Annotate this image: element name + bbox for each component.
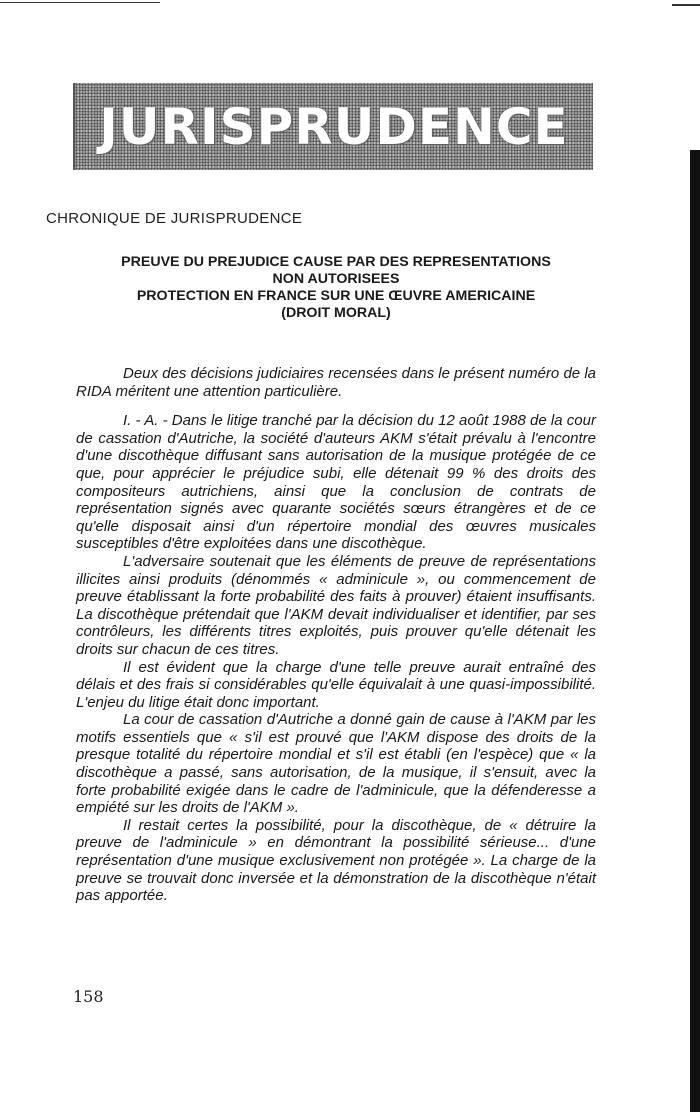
body-paragraph: Il est évident que la charge d'une telle preuve aurait entraîné des délais et des frais si considérables qu'elle équivalait à une quasi-impossibilité. L'enjeu du litige était donc important. [76, 658, 596, 711]
page-edge-shadow [690, 150, 700, 1112]
article-body [76, 365, 596, 905]
body-paragraph: I. - A. - Dans le litige tranché par la décision du 12 août 1988 de la cour de cassation d'Autriche, la société d'auteurs AKM s'était prévalu à l'encontre d'une discothèque diffusant sans autorisation de la musique protégée de ce que, pour apprécier le préjudice subi, elle détenait 99 % des droits des compositeurs autrichiens, ainsi que la conclusion de contrats de représentation signés avec quarante sociétés sœurs étrangères et de ce qu'elle disposait ainsi d'un répertoire mondial des œuvres musicales susceptibles d'être exploitées dans une discothèque. [76, 412, 596, 553]
top-right-rule [672, 4, 700, 6]
body-paragraph: La cour de cassation d'Autriche a donné gain de cause à l'AKM par les motifs essentiels que « s'il est prouvé que l'AKM dispose des droits de la presque totalité du répertoire mondial et s'il est établi (en l'espèce) que « la discothèque a passé, sans autorisation, de la musique, il s'ensuit, avec la forte probabilité exigée dans le cadre de l'adminicule, que la défenderesse a empiété sur les droits de l'AKM ». [76, 711, 596, 817]
page-number: 158 [73, 987, 104, 1006]
body-paragraph: Deux des décisions judiciaires recensées dans le présent numéro de la RIDA méritent une attention particulière. [76, 365, 596, 400]
body-paragraph: L'adversaire soutenait que les éléments de preuve de représentations illicites ainsi produits (dénommés « adminicule », ou commencement de preuve établissant la forte probabilité des faits à prouver) étaient insuffisants. La discothèque prétendait que l'AKM devait individualiser et identifier, par ses contrôleurs, les différents titres exploités, puis prouver qu'elle détenait les droits sur chacun de ces titres. [76, 552, 596, 658]
heading-line: (DROIT MORAL) [281, 305, 391, 321]
section-banner [73, 83, 593, 170]
top-left-rule [0, 2, 160, 3]
heading-line: NON AUTORISEES [272, 271, 400, 287]
heading-line: PREUVE DU PREJUDICE CAUSE PAR DES REPRESENTATIONS [121, 254, 551, 270]
body-paragraph: Il restait certes la possibilité, pour la discothèque, de « détruire la preuve de l'adminicule » en démontrant la possibilité sérieuse... d'une représentation d'une musique exclusivement non protégée ». La charge de la preuve se trouvait donc inversée et la démonstration de la discothèque n'était pas apportée. [76, 816, 596, 905]
article-heading [70, 254, 602, 322]
banner-title: JURISPRUDENCE [99, 97, 569, 156]
heading-line: PROTECTION EN FRANCE SUR UNE ŒUVRE AMERICAINE [136, 288, 536, 304]
chronicle-label: CHRONIQUE DE JURISPRUDENCE [46, 210, 303, 227]
